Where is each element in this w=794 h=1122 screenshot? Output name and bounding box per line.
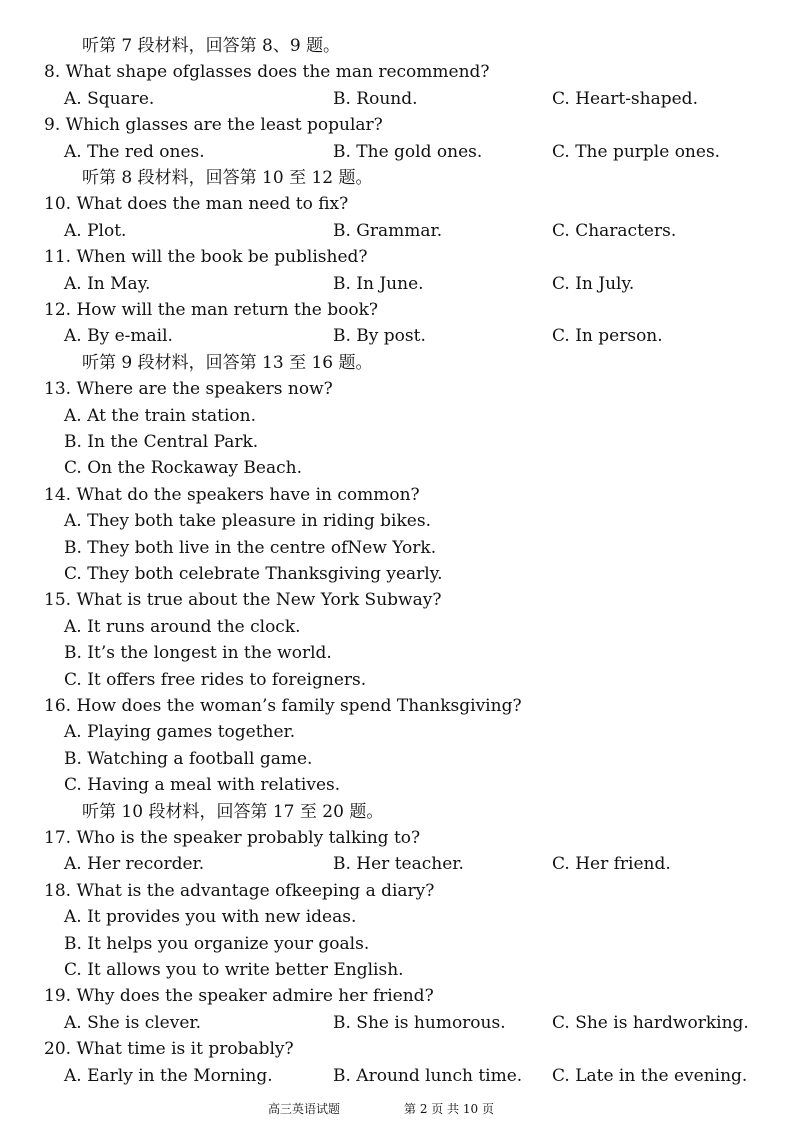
options-row [0,1064,794,1088]
question-text-line [0,826,794,850]
section-heading-line [0,351,794,375]
section-heading: 听第 7 段材料，回答第 8、9 题。 [82,36,341,56]
footer-page-info: 第 2 页 共 10 页 [404,1102,494,1116]
option-c: C. She is hardworking. [552,1013,749,1033]
option-text: B. They both live in the centre ofNew York. [64,538,437,558]
question-text-line [0,694,794,718]
option-text: B. Watching a football game. [64,749,313,769]
question-text-line [0,879,794,903]
question-text: 16. How does the woman’s family spend Thanksgiving? [44,696,522,716]
option-b: B. Grammar. [333,221,443,241]
question-text: 9. Which glasses are the least popular? [44,115,383,135]
option-a: A. Square. [64,89,155,109]
option-text: A. They both take pleasure in riding bikes. [64,511,431,531]
page-footer [0,1100,794,1118]
question-text: 13. Where are the speakers now? [44,379,333,399]
option-a: A. In May. [64,274,151,294]
option-text: B. In the Central Park. [64,432,259,452]
section-heading-line [0,800,794,824]
options-row [0,1011,794,1035]
option-text: C. They both celebrate Thanksgiving yearly. [64,564,443,584]
option-text-line [0,668,794,692]
options-row [0,87,794,111]
option-a: A. Early in the Morning. [64,1066,273,1086]
question-text-line [0,984,794,1008]
option-text-line [0,773,794,797]
section-heading: 听第 10 段材料，回答第 17 至 20 题。 [82,802,384,822]
option-text: C. It offers free rides to foreigners. [64,670,367,690]
question-text-line [0,113,794,137]
option-text: C. It allows you to write better English. [64,960,404,980]
question-text: 18. What is the advantage ofkeeping a diary? [44,881,435,901]
question-text: 11. When will the book be published? [44,247,368,267]
option-a: A. The red ones. [64,142,205,162]
option-c: C. Her friend. [552,854,671,874]
option-b: B. By post. [333,326,426,346]
option-text-line [0,430,794,454]
option-text-line [0,747,794,771]
question-text-line [0,245,794,269]
question-text-line [0,192,794,216]
question-text: 8. What shape ofglasses does the man recommend? [44,62,490,82]
options-row [0,140,794,164]
option-a: A. Plot. [64,221,127,241]
option-text: A. At the train station. [64,406,256,426]
option-text-line [0,958,794,982]
question-text: 17. Who is the speaker probably talking to? [44,828,421,848]
question-text: 12. How will the man return the book? [44,300,379,320]
question-text: 10. What does the man need to fix? [44,194,349,214]
footer-exam-title: 高三英语试题 [268,1102,341,1116]
option-text-line [0,641,794,665]
option-b: B. The gold ones. [333,142,483,162]
section-heading: 听第 9 段材料，回答第 13 至 16 题。 [82,353,373,373]
question-text-line [0,377,794,401]
option-text: B. It helps you organize your goals. [64,934,370,954]
question-text: 15. What is true about the New York Subway? [44,590,442,610]
option-c: C. In person. [552,326,663,346]
option-text: C. On the Rockaway Beach. [64,458,302,478]
option-c: C. In July. [552,274,635,294]
option-text-line [0,536,794,560]
option-text-line [0,720,794,744]
option-text: B. It’s the longest in the world. [64,643,332,663]
option-text: C. Having a meal with relatives. [64,775,341,795]
option-text: A. Playing games together. [64,722,296,742]
option-b: B. Around lunch time. [333,1066,523,1086]
options-row [0,852,794,876]
option-text: A. It provides you with new ideas. [64,907,357,927]
option-text-line [0,456,794,480]
question-text: 19. Why does the speaker admire her friend? [44,986,434,1006]
option-c: C. The purple ones. [552,142,721,162]
option-b: B. In June. [333,274,424,294]
question-text: 14. What do the speakers have in common? [44,485,420,505]
option-b: B. Her teacher. [333,854,464,874]
option-text-line [0,562,794,586]
option-b: B. Round. [333,89,418,109]
option-c: C. Heart-shaped. [552,89,698,109]
options-row [0,324,794,348]
question-text: 20. What time is it probably? [44,1039,294,1059]
question-text-line [0,1037,794,1061]
option-c: C. Characters. [552,221,677,241]
section-heading-line [0,34,794,58]
option-c: C. Late in the evening. [552,1066,748,1086]
option-text-line [0,615,794,639]
option-text: A. It runs around the clock. [64,617,301,637]
option-a: A. She is clever. [64,1013,202,1033]
option-a: A. By e-mail. [64,326,173,346]
section-heading-line [0,166,794,190]
option-a: A. Her recorder. [64,854,205,874]
question-text-line [0,588,794,612]
question-text-line [0,60,794,84]
section-heading: 听第 8 段材料，回答第 10 至 12 题。 [82,168,373,188]
options-row [0,219,794,243]
option-text-line [0,509,794,533]
option-text-line [0,404,794,428]
option-text-line [0,905,794,929]
options-row [0,272,794,296]
question-text-line [0,483,794,507]
question-text-line [0,298,794,322]
option-b: B. She is humorous. [333,1013,506,1033]
option-text-line [0,932,794,956]
